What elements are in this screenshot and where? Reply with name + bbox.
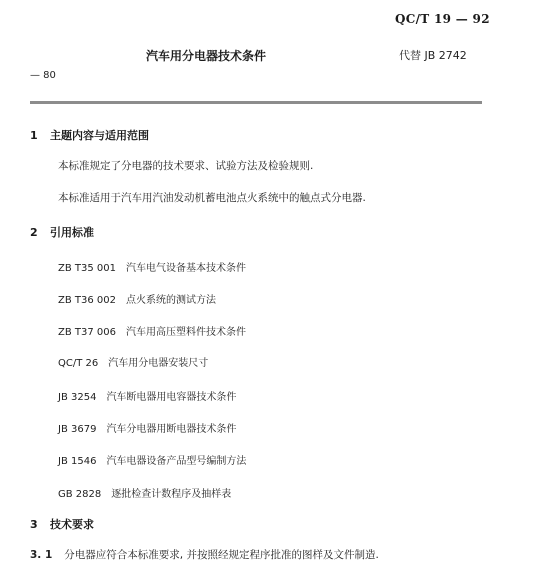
section-number: 1 xyxy=(30,129,38,142)
reference-title: 汽车用分电器安装尺寸 xyxy=(108,358,209,369)
reference-title: 汽车断电器用电容器技术条件 xyxy=(106,392,237,403)
section-number: 3 xyxy=(30,518,38,531)
reference-item xyxy=(58,388,236,403)
section-title: 主题内容与适用范围 xyxy=(50,129,149,142)
section-number: 2 xyxy=(30,226,38,239)
reference-title: 点火系统的测试方法 xyxy=(126,295,216,306)
replaces-note-continuation: — 80 xyxy=(30,70,56,81)
reference-title: 汽车分电器用断电器技术条件 xyxy=(106,424,237,435)
reference-item xyxy=(58,354,208,369)
section-heading-2 xyxy=(30,224,94,240)
paragraph: 本标准适用于汽车用汽油发动机蓄电池点火系统中的触点式分电器. xyxy=(58,192,366,204)
reference-item xyxy=(58,485,231,500)
clause-number: 3. 1 xyxy=(30,549,53,561)
reference-item xyxy=(58,259,246,274)
reference-code: ZB T36 002 xyxy=(58,295,116,306)
section-heading-3 xyxy=(30,516,94,532)
clause-3-1 xyxy=(30,547,379,562)
section-heading-1 xyxy=(30,127,149,143)
reference-item xyxy=(58,420,236,435)
reference-item xyxy=(58,291,216,306)
section-title: 技术要求 xyxy=(50,518,94,531)
header-divider xyxy=(30,101,482,104)
reference-code: JB 3679 xyxy=(58,424,97,435)
reference-title: 汽车电气设备基本技术条件 xyxy=(126,263,246,274)
paragraph: 本标准规定了分电器的技术要求、试验方法及检验规则. xyxy=(58,160,314,172)
reference-title: 汽车用高压塑料件技术条件 xyxy=(126,327,246,338)
reference-code: GB 2828 xyxy=(58,489,102,500)
reference-title: 汽车电器设备产品型号编制方法 xyxy=(106,456,247,467)
reference-title: 逐批检查计数程序及抽样表 xyxy=(111,489,232,500)
reference-item xyxy=(58,452,246,467)
clause-text: 分电器应符合本标准要求, 并按照经规定程序批准的图样及文件制造. xyxy=(64,549,379,561)
document-title: 汽车用分电器技术条件 xyxy=(146,49,267,63)
reference-code: JB 1546 xyxy=(58,456,97,467)
standard-code: QC/T 19 — 92 xyxy=(395,12,490,26)
reference-code: JB 3254 xyxy=(58,392,97,403)
reference-code: QC/T 26 xyxy=(58,358,99,369)
replaces-note: 代替 JB 2742 xyxy=(399,49,467,62)
reference-code: ZB T35 001 xyxy=(58,263,116,274)
reference-item xyxy=(58,323,246,338)
reference-code: ZB T37 006 xyxy=(58,327,116,338)
section-title: 引用标准 xyxy=(50,226,94,239)
